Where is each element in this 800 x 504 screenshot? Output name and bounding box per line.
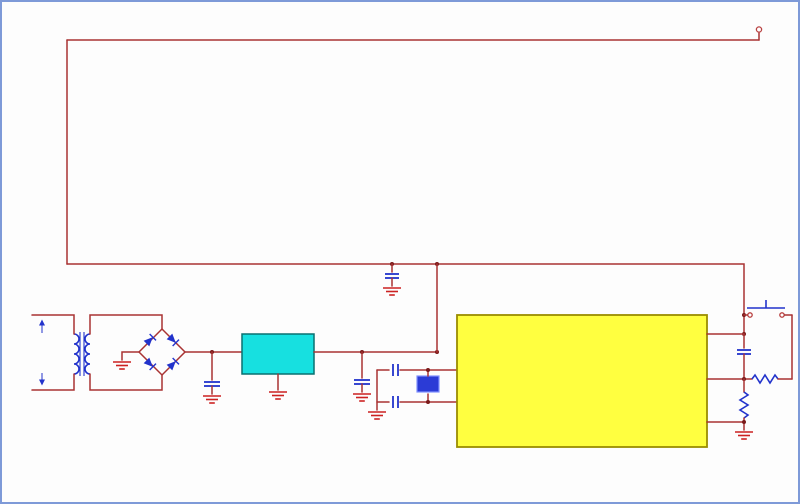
transformer-t1 xyxy=(32,315,162,390)
crystal-x1-icon xyxy=(417,376,439,392)
switch-terminal-icon xyxy=(780,313,784,317)
crystal-oscillator xyxy=(368,364,457,419)
mcu-chip xyxy=(457,315,707,447)
supply-terminal-icon xyxy=(756,27,761,32)
chip-body xyxy=(457,315,707,447)
schematic-canvas xyxy=(2,2,798,502)
bridge-rectifier xyxy=(113,329,185,375)
power-supply-section xyxy=(32,264,439,403)
capacitor-c2 xyxy=(353,352,371,401)
voltage-regulator-7805 xyxy=(242,334,314,374)
power-rail-12v xyxy=(67,27,762,264)
capacitor-c1 xyxy=(203,352,221,403)
capacitor-c3 xyxy=(383,264,401,295)
reset-circuit xyxy=(707,300,792,439)
switch-terminal-icon xyxy=(748,313,752,317)
